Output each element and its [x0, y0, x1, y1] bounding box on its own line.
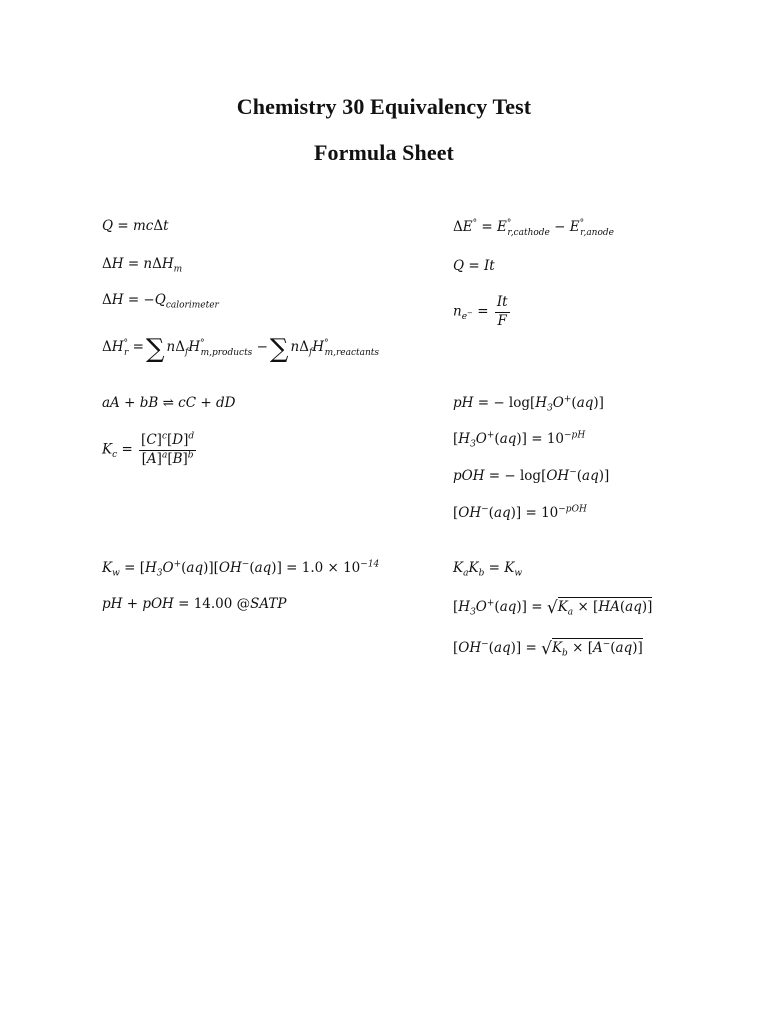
page-title: Chemistry 30 Equivalency Test: [236, 94, 532, 119]
ph-poh-sum-formula: pH + pOH = 14.00 @SATP: [102, 596, 287, 612]
charge-formula: Q = It: [453, 258, 495, 274]
hydroxide-from-poh-formula: $[OH^-(aq)] = 10^{-pOH}$: [453, 504, 587, 521]
hydroxide-weak-base-formula: $[OH^-(aq)] = √K_b \times [A^-(aq)]$: [453, 639, 643, 659]
kw-formula: $K_w = [H_3O^+(aq)][OH^-(aq)] = 1.0 \times 10^{-14}$: [102, 559, 380, 579]
poh-definition-formula: pOH = − log[OH−(aq)]: [453, 467, 610, 484]
heat-formula: Q = mcΔt: [102, 218, 169, 234]
hydronium-weak-acid-formula: $[H_3O^+(aq)] = √K_a \times [HA(aq)]$: [453, 598, 653, 618]
enthalpy-formation-formula: $\Delta H^\circ_r$ =∑ $n\Delta_fH^\circ_{m,products}$ −∑ $n\Delta_fH^\circ_{m,reactants}$: [102, 334, 380, 364]
ka-kb-formula: $K_aK_b = K_w$: [453, 560, 523, 579]
ph-definition-formula: pH = − $\log[H_3O^+(aq)]$: [453, 394, 604, 414]
moles-electrons-formula: $n_{e^-}$ = $\frac{It}{F}$: [453, 294, 508, 329]
enthalpy-moles-formula: ΔH = nΔH$_m$: [102, 256, 183, 275]
hydronium-from-ph-formula: $[H_3O^+(aq)] = 10^{-pH}$: [453, 430, 586, 450]
cell-potential-formula: $\Delta E^\circ = E^\circ_{r,cathode} - E^\circ_{r,anode}$: [453, 218, 614, 238]
enthalpy-calorimeter-formula: $\Delta H = -Q_{calorimeter}$: [102, 292, 219, 311]
equilibrium-reaction-formula: aA + bB ⇌ cC + dD: [102, 395, 236, 411]
page-subtitle: Formula Sheet: [313, 140, 454, 165]
equilibrium-constant-formula: $K_c$ = $\frac{[C]^c[D]^d}{[A]^a[B]^b}$: [102, 431, 195, 467]
